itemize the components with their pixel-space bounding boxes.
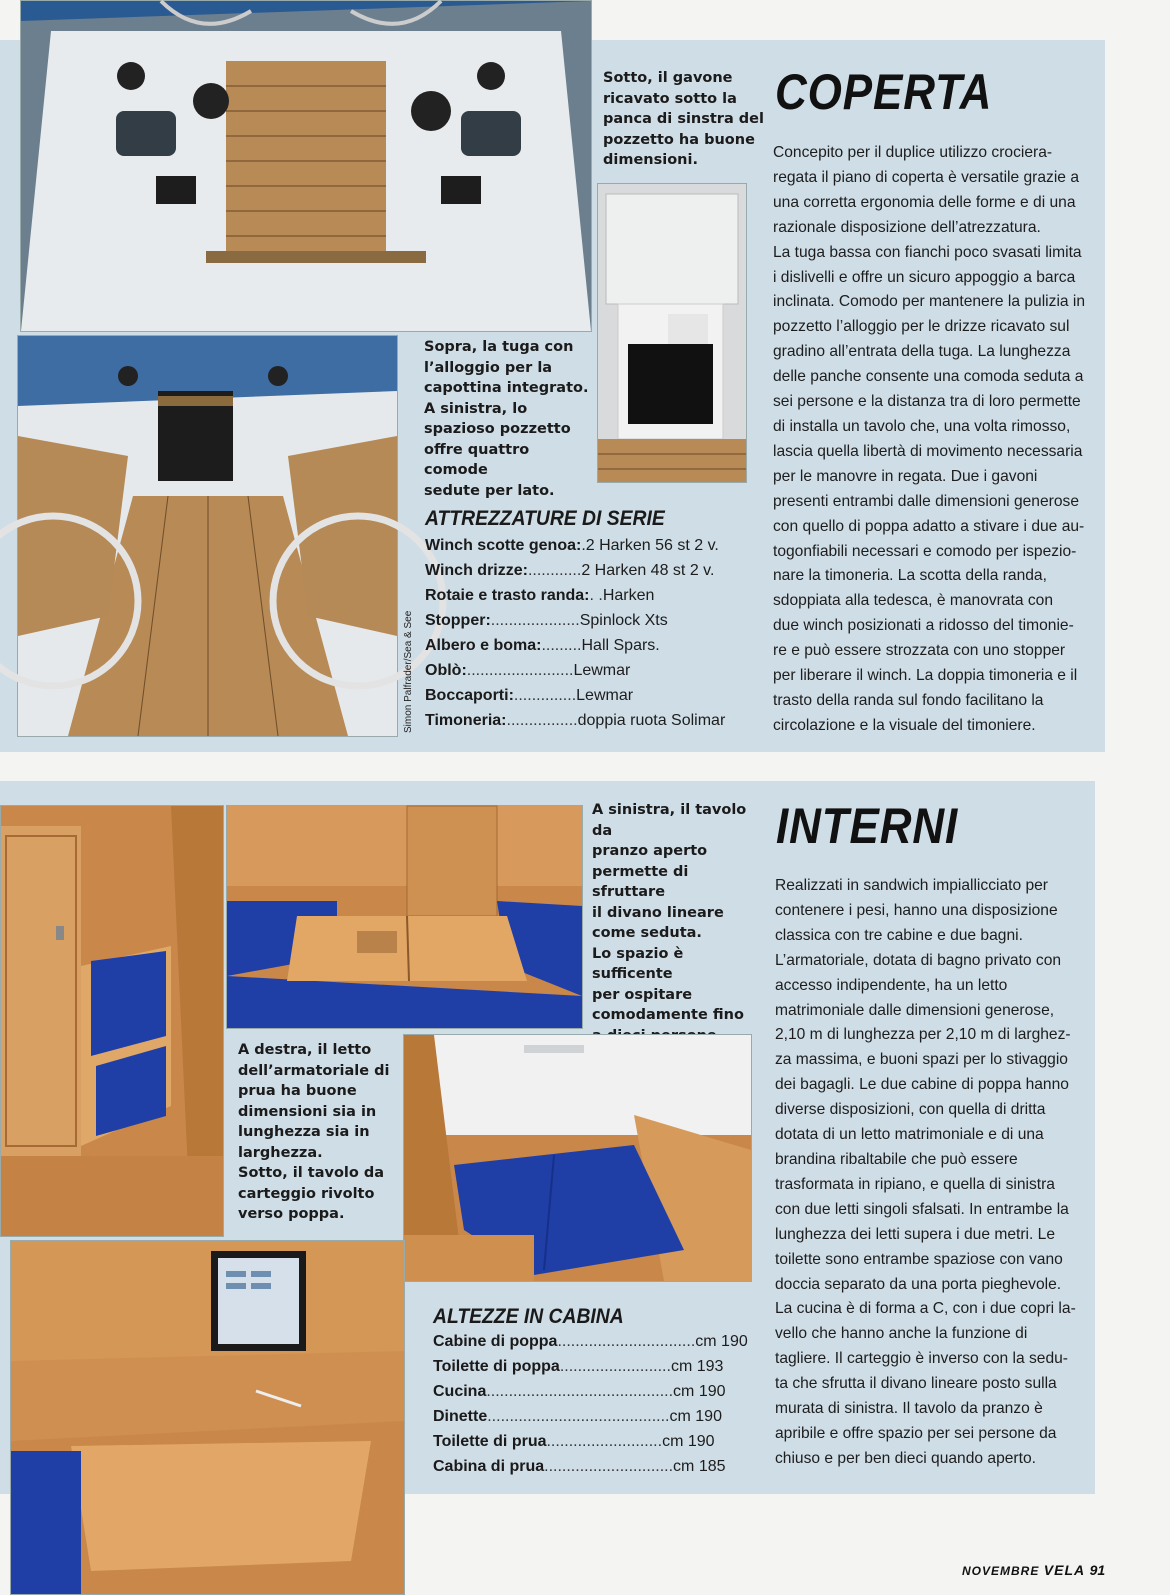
attrezzature-row xyxy=(425,583,760,608)
attrezzature-value: Spinlock Xts xyxy=(579,612,668,629)
photo-credit: Simon Palfrader/Sea & See xyxy=(403,610,414,733)
attrezzature-leader-dots: .................... xyxy=(490,612,580,629)
attrezzature-value: .2 Harken 56 st 2 v. xyxy=(581,537,719,554)
caption-locker: Sotto, il gavone ricavato sotto la panca di sinstra del pozzetto ha buone dimensioni. xyxy=(603,70,764,168)
attrezzature-title: ATTREZZATURE DI SERIE xyxy=(425,507,665,530)
altezze-label: Toilette di prua xyxy=(433,1433,547,1450)
altezze-label: Toilette di poppa xyxy=(433,1358,560,1375)
altezze-label: Cabina di prua xyxy=(433,1458,545,1475)
caption-dinette: A sinistra, il tavolo da pranzo aperto permette di sfruttare il divano lineare come seduta. Lo spazio è sufficente per ospitare comodamente fino xyxy=(592,802,747,1023)
attrezzature-label: Oblò: xyxy=(425,662,467,679)
altezze-value: cm 190 xyxy=(662,1433,715,1450)
altezze-label: Cabine di poppa xyxy=(433,1333,558,1350)
photo-cockpit-view xyxy=(17,335,398,737)
attrezzature-row xyxy=(425,633,760,658)
altezze-value: cm 190 xyxy=(695,1333,748,1350)
folio-month: NOVEMBRE xyxy=(962,1564,1040,1578)
altezze-row xyxy=(433,1429,723,1454)
attrezzature-row xyxy=(425,658,760,683)
attrezzature-row xyxy=(425,608,760,633)
attrezzature-value: 2 Harken 48 st 2 v. xyxy=(581,562,715,579)
attrezzature-leader-dots: .............. xyxy=(513,687,577,704)
attrezzature-value: doppia ruota Solimar xyxy=(577,712,726,729)
coperta-body: Concepito per il duplice utilizzo crociera- regata il piano di coperta è versatile grazie a una corretta ergonomia delle forme e di una razionale disposizione dell’atrezzatura. La tuga bassa con fianchi poco svasati limita i dislivelli e offre un sicuro appoggio a barca inclinata. Comodo per mantenere la pulizia in pozzetto l’alloggio per le drizze ricavato sul gradino all’entrata della tuga. La lunghezza delle panche consente una comoda seduta a sei persone e la distanza tra di loro permette di installa un tavolo che, una volta rimosso, lascia quella libertà di movimento necessaria per le manovre in regata. Due i gavoni presenti entrambi dalle dimensioni generose con quello di poppa adatto a stivare i due au- togonfiabili necessari e comodo per ispezio- nare la timoneria. La scotta della randa, sdoppiata alla tedesca, è manovrata con due winch posizionati a ridosso del timonie- re e può essere strozzata con uno stopper per liberare il winch. La doppia timoneria e il trasto della randa sul fondo facilitano la circolazione e la visuale del timoniere. xyxy=(773,144,1086,734)
coperta-title: COPERTA xyxy=(775,64,993,120)
altezze-label: Cucina xyxy=(433,1383,487,1400)
attrezzature-label: Albero e boma: xyxy=(425,637,542,654)
caption-tuga: Sopra, la tuga con l’alloggio per la capottina integrato. A sinistra, lo spazioso pozzetto offre quattro comode sedute per lato. xyxy=(424,339,589,499)
attrezzature-label: Winch scotte genoa: xyxy=(425,537,582,554)
attrezzature-leader-dots: ................ xyxy=(506,712,578,729)
caption-cabin: A destra, il letto dell’armatoriale di prua ha buone dimensioni sia in lunghezza sia in larghezza. Sotto, il tavolo da carteggio rivolto verso poppa. xyxy=(238,1042,390,1222)
altezze-row xyxy=(433,1379,726,1404)
photo-chart-table xyxy=(10,1240,405,1595)
attrezzature-leader-dots: ............ xyxy=(527,562,582,579)
attrezzature-list xyxy=(425,533,760,733)
altezze-value: cm 190 xyxy=(669,1408,722,1425)
altezze-label: Dinette xyxy=(433,1408,488,1425)
interni-body: Realizzati in sandwich impiallicciato per contenere i pesi, hanno una disposizione classica con tre cabine e due bagni. L’armatoriale, dotata di bagno privato con accesso indipendente, ha un letto matrimoniale dalle dimensioni generose, 2,10 m di lunghezza per 2,10 m di larghez- za massima, e buoni spazi per lo stivaggio dei bagagli. Le due cabine di poppa hanno diverse disposizioni, con quella di dritta dotata di un letto matrimoniale e di una brandina ribaltabile che può essere trasformata in ripiano, e quella di sinistra con due letti singoli sfalsati. In entrambe la lunghezza dei letti supera i due metri. Le toilette sono entrambe spaziose con vano doccia separato da una porta pieghevole. La cucina è di forma a C, con i due copri la- vello che hanno anche la funzione di tagliere. Il carteggio è inverso con la sedu- ta che sfrutta il divano lineare posto sulla murata di sinistra. Il tavolo da pranzo è apribile e offre spazio per sei persone da chiuso e per ben dieci quando aperto. xyxy=(775,877,1076,1467)
altezze-value: cm 185 xyxy=(673,1458,726,1475)
attrezzature-value: Lewmar xyxy=(576,687,634,704)
attrezzature-row xyxy=(425,683,760,708)
attrezzature-value: Lewmar xyxy=(573,662,631,679)
attrezzature-label: Rotaie e trasto randa: xyxy=(425,587,590,604)
folio-page-number: 91 xyxy=(1089,1562,1106,1578)
attrezzature-label: Winch drizze: xyxy=(425,562,528,579)
page-folio xyxy=(962,1562,1105,1580)
altezze-row xyxy=(433,1454,726,1479)
photo-forward-cabin xyxy=(403,1034,752,1282)
altezze-value: cm 190 xyxy=(673,1383,726,1400)
altezze-leader-dots: ......................... xyxy=(559,1358,671,1375)
photo-saloon-corridor xyxy=(0,805,224,1237)
attrezzature-label: Stopper: xyxy=(425,612,491,629)
altezze-leader-dots: ............................. xyxy=(544,1458,674,1475)
altezze-leader-dots: .......................................... xyxy=(486,1383,674,1400)
attrezzature-leader-dots: . . xyxy=(589,587,603,604)
attrezzature-value: Hall Spars. xyxy=(581,637,660,654)
attrezzature-row xyxy=(425,533,760,558)
attrezzature-row xyxy=(425,708,760,733)
attrezzature-label: Timoneria: xyxy=(425,712,507,729)
interni-title: INTERNI xyxy=(776,798,959,854)
attrezzature-value: Harken xyxy=(602,587,655,604)
altezze-value: cm 193 xyxy=(670,1358,724,1375)
altezze-leader-dots: ......................................... xyxy=(487,1408,670,1425)
photo-cockpit-locker xyxy=(597,183,747,483)
attrezzature-label: Boccaporti: xyxy=(425,687,514,704)
altezze-row xyxy=(433,1404,723,1429)
attrezzature-row xyxy=(425,558,760,583)
photo-dinette-table xyxy=(226,805,583,1029)
photo-cockpit-aerial xyxy=(20,0,592,332)
altezze-list xyxy=(433,1329,748,1479)
altezze-leader-dots: .......................... xyxy=(546,1433,663,1450)
folio-magazine: VELA xyxy=(1043,1562,1086,1578)
altezze-row xyxy=(433,1329,748,1354)
attrezzature-leader-dots: ......... xyxy=(541,637,582,654)
altezze-row xyxy=(433,1354,723,1379)
attrezzature-leader-dots: ........................ xyxy=(466,662,574,679)
altezze-title: ALTEZZE IN CABINA xyxy=(433,1305,624,1328)
altezze-leader-dots: ............................... xyxy=(557,1333,696,1350)
